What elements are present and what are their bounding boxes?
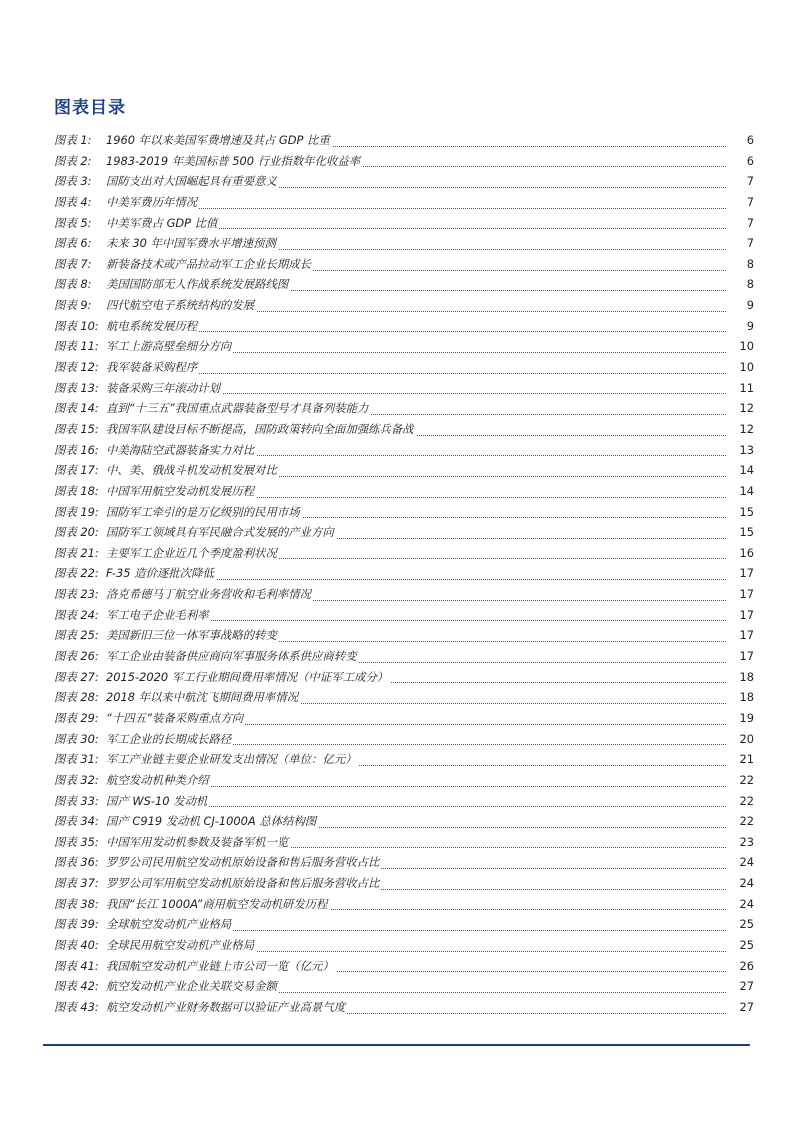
- toc-entry[interactable]: [54, 894, 754, 915]
- toc-entry-title[interactable]: 国防军工领域具有军民融合式发展的产业方向: [106, 525, 334, 540]
- toc-entry-title[interactable]: 1983-2019 年美国标普 500 行业指数年化收益率: [106, 153, 361, 168]
- toc-entry-label: 图表 3:: [54, 174, 92, 189]
- toc-entry-page-number: 21: [739, 752, 754, 767]
- toc-entry-label: 图表 18:: [54, 483, 99, 498]
- toc-entry-page-number: 7: [746, 236, 754, 251]
- toc-entry-label: 图表 13:: [54, 380, 99, 395]
- toc-entry-title[interactable]: 军工企业由装备供应商向军事服务体系供应商转变: [106, 649, 357, 664]
- toc-entry-label: 图表 42:: [54, 979, 99, 994]
- toc-entry[interactable]: [54, 625, 754, 646]
- toc-entry[interactable]: [54, 192, 754, 213]
- toc-entry-title-wrap: [106, 605, 726, 626]
- toc-entry-label: 图表 28:: [54, 690, 99, 705]
- toc-entry-title[interactable]: 航空发动机产业企业关联交易金额: [106, 979, 277, 994]
- toc-entry-label: 图表 9:: [54, 298, 92, 313]
- toc-entry[interactable]: [54, 584, 754, 605]
- toc-entry-title-wrap: [106, 171, 726, 192]
- toc-entry[interactable]: [54, 770, 754, 791]
- toc-entry-page-number: 24: [739, 855, 754, 870]
- toc-entry-label: 图表 6:: [54, 236, 92, 251]
- toc-entry-title[interactable]: 我军装备采购程序: [106, 360, 198, 375]
- toc-entry[interactable]: [54, 254, 754, 275]
- toc-entry-page-number: 13: [739, 442, 754, 457]
- toc-entry-title-wrap: [106, 295, 726, 316]
- toc-entry-title[interactable]: 1960 年以来美国军费增速及其占 GDP 比重: [106, 133, 330, 147]
- toc-entry-label: 图表 16:: [54, 442, 99, 457]
- toc-entry[interactable]: [54, 419, 754, 440]
- toc-entry[interactable]: [54, 440, 754, 461]
- toc-entry[interactable]: [54, 274, 754, 295]
- toc-entry-page-number: 7: [746, 174, 754, 189]
- toc-entry-title[interactable]: 航空发动机产业财务数据可以验证产业高景气度: [106, 999, 346, 1014]
- toc-entry-title-wrap: [106, 708, 726, 729]
- toc-entry[interactable]: [54, 667, 754, 688]
- toc-entry-label: 图表 33:: [54, 793, 99, 808]
- toc-entry-page-number: 8: [746, 256, 754, 271]
- toc-entry[interactable]: [54, 151, 754, 172]
- toc-entry-label: 图表 32:: [54, 772, 99, 787]
- toc-entry-title[interactable]: 直到“十三五”我国重点武器装备型号才具备列装能力: [106, 401, 369, 416]
- toc-entry-label: 图表 27:: [54, 669, 99, 684]
- toc-entry-page-number: 9: [746, 298, 754, 313]
- toc-entry-title[interactable]: 洛克希德马丁航空业务营收和毛利率情况: [106, 587, 312, 602]
- toc-entry-title-wrap: [106, 357, 726, 378]
- toc-entry-label: 图表 25:: [54, 628, 99, 643]
- toc-entry[interactable]: [54, 543, 754, 564]
- toc-entry[interactable]: [54, 130, 754, 151]
- toc-entry-title-wrap: [106, 956, 726, 977]
- toc-entry-label: 图表 39:: [54, 917, 99, 932]
- toc-entry-label: 图表 23:: [54, 587, 99, 602]
- toc-entry-title-wrap: [106, 481, 726, 502]
- toc-entry-title-wrap: [106, 852, 726, 873]
- toc-entry[interactable]: [54, 336, 754, 357]
- toc-entry-title[interactable]: 中美军费历年情况: [106, 194, 198, 209]
- toc-entry-label: 图表 40:: [54, 937, 99, 952]
- toc-entry-title[interactable]: 航空发动机种类介绍: [106, 772, 209, 787]
- toc-entry-page-number: 22: [739, 793, 754, 808]
- toc-entry-page-number: 18: [739, 690, 754, 705]
- toc-entry-title[interactable]: 我国军队建设目标不断提高，国防政策转向全面加强练兵备战: [106, 421, 414, 436]
- toc-entry-title[interactable]: 四代航空电子系统结构的发展: [106, 298, 255, 313]
- toc-entry-page-number: 7: [746, 215, 754, 230]
- toc-entry[interactable]: [54, 213, 754, 234]
- toc-entry-title[interactable]: 2018 年以来中航沈飞期间费用率情况: [106, 690, 299, 705]
- toc-entry-title[interactable]: 军工产业链主要企业研发支出情况（单位：亿元）: [106, 752, 357, 767]
- toc-entry-title[interactable]: 中、美、俄战斗机发动机发展对比: [106, 463, 277, 478]
- toc-entry-title[interactable]: 2015-2020 军工行业期间费用率情况（中证军工成分）: [106, 669, 389, 684]
- toc-entry-title[interactable]: 军工企业的长期成长路径: [106, 731, 232, 746]
- toc-entry-title[interactable]: 未来 30 年中国军费水平增速预测: [106, 236, 276, 251]
- toc-entry-page-number: 17: [739, 607, 754, 622]
- toc-entry-title[interactable]: 罗罗公司军用航空发动机原始设备和售后服务营收占比: [106, 876, 380, 891]
- toc-entry-label: 图表 38:: [54, 896, 99, 911]
- toc-entry-title-wrap: [106, 419, 726, 440]
- toc-entry-title-wrap: [106, 378, 726, 399]
- toc-entry-label: 图表 22:: [54, 566, 99, 581]
- toc-entry-page-number: 8: [746, 277, 754, 292]
- toc-entry-title-wrap: [106, 254, 726, 275]
- toc-entry[interactable]: [54, 563, 754, 584]
- toc-entry[interactable]: [54, 295, 754, 316]
- toc-entry[interactable]: [54, 729, 754, 750]
- toc-entry-title-wrap: [106, 791, 726, 812]
- toc-entry-label: 图表 11:: [54, 339, 99, 354]
- toc-entry[interactable]: [54, 481, 754, 502]
- toc-entry-page-number: 27: [739, 979, 754, 994]
- toc-entry-page-number: 22: [739, 814, 754, 829]
- toc-entry-page-number: 7: [746, 194, 754, 209]
- toc-entry-label: 图表 34:: [54, 814, 99, 829]
- toc-entry[interactable]: [54, 749, 754, 770]
- toc-entry-title[interactable]: 装备采购三年滚动计划: [106, 380, 220, 395]
- toc-entry-title[interactable]: “十四五”装备采购重点方向: [106, 710, 244, 725]
- toc-entry-page-number: 9: [746, 318, 754, 333]
- toc-entry-title-wrap: [106, 625, 726, 646]
- toc-entry-page-number: 25: [739, 917, 754, 932]
- toc-entry-title-wrap: [106, 687, 726, 708]
- toc-entry-title-wrap: [106, 502, 726, 523]
- toc-entry-label: 图表 31:: [54, 752, 99, 767]
- toc-entry-title-wrap: [106, 274, 726, 295]
- toc-entry-label: 图表 1:: [54, 133, 92, 147]
- toc-entry[interactable]: [54, 852, 754, 873]
- toc-entry-label: 图表 26:: [54, 649, 99, 664]
- toc-entry-title[interactable]: 中国军用航空发动机发展历程: [106, 483, 255, 498]
- toc-entry-label: 图表 14:: [54, 401, 99, 416]
- toc-entry-label: 图表 10:: [54, 318, 99, 333]
- toc-entry[interactable]: [54, 811, 754, 832]
- toc-entry-page-number: 16: [739, 545, 754, 560]
- toc-entry-title-wrap: [106, 997, 726, 1018]
- toc-entry[interactable]: [54, 605, 754, 626]
- toc-entry-title[interactable]: 全球民用航空发动机产业格局: [106, 937, 255, 952]
- toc-entry[interactable]: [54, 956, 754, 977]
- toc-entry-title-wrap: [106, 130, 726, 151]
- toc-entry-label: 图表 17:: [54, 463, 99, 478]
- toc-entry-title-wrap: [106, 894, 726, 915]
- toc-entry[interactable]: [54, 708, 754, 729]
- toc-entry-title-wrap: [106, 832, 726, 853]
- toc-entry-title-wrap: [106, 646, 726, 667]
- toc-entry[interactable]: [54, 997, 754, 1018]
- toc-entry-title-wrap: [106, 584, 726, 605]
- toc-entry-label: 图表 41:: [54, 958, 99, 973]
- toc-entry-page-number: 24: [739, 896, 754, 911]
- toc-entry-label: 图表 12:: [54, 360, 99, 375]
- toc-entry-title-wrap: [106, 213, 726, 234]
- toc-entry-title[interactable]: 国防支出对大国崛起具有重要意义: [106, 174, 277, 189]
- toc-entry-label: 图表 19:: [54, 504, 99, 519]
- toc-entry-page-number: 25: [739, 937, 754, 952]
- toc-entry-title[interactable]: 美国新旧三位一体军事战略的转变: [106, 628, 277, 643]
- toc-entry-title[interactable]: 我国航空发动机产业链上市公司一览（亿元）: [106, 958, 334, 973]
- toc-entry-label: 图表 35:: [54, 834, 99, 849]
- toc-entry[interactable]: [54, 398, 754, 419]
- toc-entry-title-wrap: [106, 440, 726, 461]
- toc-entry-label: 图表 24:: [54, 607, 99, 622]
- toc-entry[interactable]: [54, 832, 754, 853]
- toc-entry-label: 图表 21:: [54, 545, 99, 560]
- dot-leader: [106, 331, 726, 332]
- toc-entry-title-wrap: [106, 336, 726, 357]
- toc-entry-title[interactable]: 军工电子企业毛利率: [106, 607, 209, 622]
- toc-entry-page-number: 14: [739, 463, 754, 478]
- toc-entry-title[interactable]: 我国“长江 1000A”商用航空发动机研发历程: [106, 896, 328, 911]
- toc-entry[interactable]: [54, 914, 754, 935]
- toc-entry-page-number: 15: [739, 525, 754, 540]
- toc-entry-title-wrap: [106, 522, 726, 543]
- toc-entry-page-number: 12: [739, 421, 754, 436]
- toc-entry-title[interactable]: 航电系统发展历程: [106, 318, 198, 333]
- toc-entry-title-wrap: [106, 976, 726, 997]
- toc-entry-title-wrap: [106, 316, 726, 337]
- toc-entry[interactable]: [54, 357, 754, 378]
- toc-entry-page-number: 15: [739, 504, 754, 519]
- toc-entry-title[interactable]: 国防军工牵引的是万亿级别的民用市场: [106, 504, 300, 519]
- toc-entry[interactable]: [54, 378, 754, 399]
- toc-entry-page-number: 18: [739, 669, 754, 684]
- toc-entry-title[interactable]: 美国国防部无人作战系统发展路线图: [106, 277, 289, 292]
- toc-entry-title[interactable]: 罗罗公司民用航空发动机原始设备和售后服务营收占比: [106, 855, 380, 870]
- toc-entry-label: 图表 37:: [54, 876, 99, 891]
- toc-entry[interactable]: [54, 873, 754, 894]
- toc-entry-label: 图表 20:: [54, 525, 99, 540]
- toc-entry-page-number: 14: [739, 483, 754, 498]
- toc-entry[interactable]: [54, 522, 754, 543]
- toc-entry-page-number: 26: [739, 958, 754, 973]
- toc-entry[interactable]: [54, 935, 754, 956]
- toc-entry-title-wrap: [106, 151, 726, 172]
- toc-entry[interactable]: [54, 976, 754, 997]
- toc-entry-page-number: 23: [739, 834, 754, 849]
- toc-entry-page-number: 17: [739, 566, 754, 581]
- toc-entry-title-wrap: [106, 914, 726, 935]
- toc-entry-title-wrap: [106, 873, 726, 894]
- toc-entry-label: 图表 2:: [54, 153, 92, 168]
- toc-entry-label: 图表 43:: [54, 999, 99, 1014]
- toc-entry-page-number: 19: [739, 710, 754, 725]
- toc-entry[interactable]: [54, 502, 754, 523]
- toc-entry[interactable]: [54, 171, 754, 192]
- toc-entry-title-wrap: [106, 233, 726, 254]
- toc-entry-page-number: 6: [746, 153, 754, 168]
- toc-entry-label: 图表 8:: [54, 277, 92, 292]
- toc-entry-title[interactable]: 国产 C919 发动机 CJ-1000A 总体结构图: [106, 814, 317, 829]
- toc-entry-title[interactable]: 国产 WS-10 发动机: [106, 793, 208, 808]
- toc-entry-page-number: 10: [739, 360, 754, 375]
- toc-entry-page-number: 17: [739, 628, 754, 643]
- toc-entry-title[interactable]: 中国军用发动机参数及装备军机一览: [106, 834, 289, 849]
- toc-entry[interactable]: [54, 687, 754, 708]
- toc-entry-title-wrap: [106, 729, 726, 750]
- page-title: 图表目录: [54, 98, 126, 118]
- toc-entry[interactable]: [54, 646, 754, 667]
- toc-entry-label: 图表 30:: [54, 731, 99, 746]
- toc-entry[interactable]: [54, 460, 754, 481]
- toc-entry-title-wrap: [106, 935, 726, 956]
- toc-entry-label: 图表 15:: [54, 421, 99, 436]
- toc-entry-page-number: 6: [746, 133, 754, 147]
- toc-entry-title[interactable]: 全球航空发动机产业格局: [106, 917, 232, 932]
- toc-entry-page-number: 11: [739, 380, 754, 395]
- toc-entry-title[interactable]: F-35 造价逐批次降低: [106, 566, 214, 581]
- dot-leader: [106, 208, 726, 209]
- toc-entry-page-number: 12: [739, 401, 754, 416]
- toc-entry-title-wrap: [106, 398, 726, 419]
- toc-entry-title[interactable]: 军工上游高壁垒细分方向: [106, 339, 232, 354]
- toc-entry-label: 图表 5:: [54, 215, 92, 230]
- toc-entry-title[interactable]: 中美海陆空武器装备实力对比: [106, 442, 255, 457]
- toc-entry-title-wrap: [106, 460, 726, 481]
- toc-entry-page-number: 24: [739, 876, 754, 891]
- toc-entry-page-number: 17: [739, 587, 754, 602]
- toc-entry-title-wrap: [106, 770, 726, 791]
- toc-entry-page-number: 17: [739, 649, 754, 664]
- toc-entry-title-wrap: [106, 192, 726, 213]
- toc-entry-title-wrap: [106, 749, 726, 770]
- toc-entry-page-number: 27: [739, 999, 754, 1014]
- toc-entry-title[interactable]: 中美军费占 GDP 比值: [106, 215, 218, 230]
- dot-leader: [106, 373, 726, 374]
- table-of-figures: [54, 130, 754, 1018]
- toc-entry[interactable]: [54, 791, 754, 812]
- toc-entry-title-wrap: [106, 563, 726, 584]
- toc-entry-title-wrap: [106, 667, 726, 688]
- toc-entry-page-number: 22: [739, 772, 754, 787]
- toc-entry-label: 图表 7:: [54, 256, 92, 271]
- toc-entry-page-number: 20: [739, 731, 754, 746]
- toc-entry-title-wrap: [106, 543, 726, 564]
- toc-entry-title[interactable]: 新装备技术或产品拉动军工企业长期成长: [106, 256, 312, 271]
- toc-entry-page-number: 10: [739, 339, 754, 354]
- toc-entry-title[interactable]: 主要军工企业近几个季度盈利状况: [106, 545, 277, 560]
- toc-entry[interactable]: [54, 233, 754, 254]
- toc-entry-label: 图表 36:: [54, 855, 99, 870]
- toc-entry-label: 图表 29:: [54, 710, 99, 725]
- toc-entry-label: 图表 4:: [54, 194, 92, 209]
- toc-entry[interactable]: [54, 316, 754, 337]
- toc-entry-title-wrap: [106, 811, 726, 832]
- footer-divider: [43, 1044, 750, 1046]
